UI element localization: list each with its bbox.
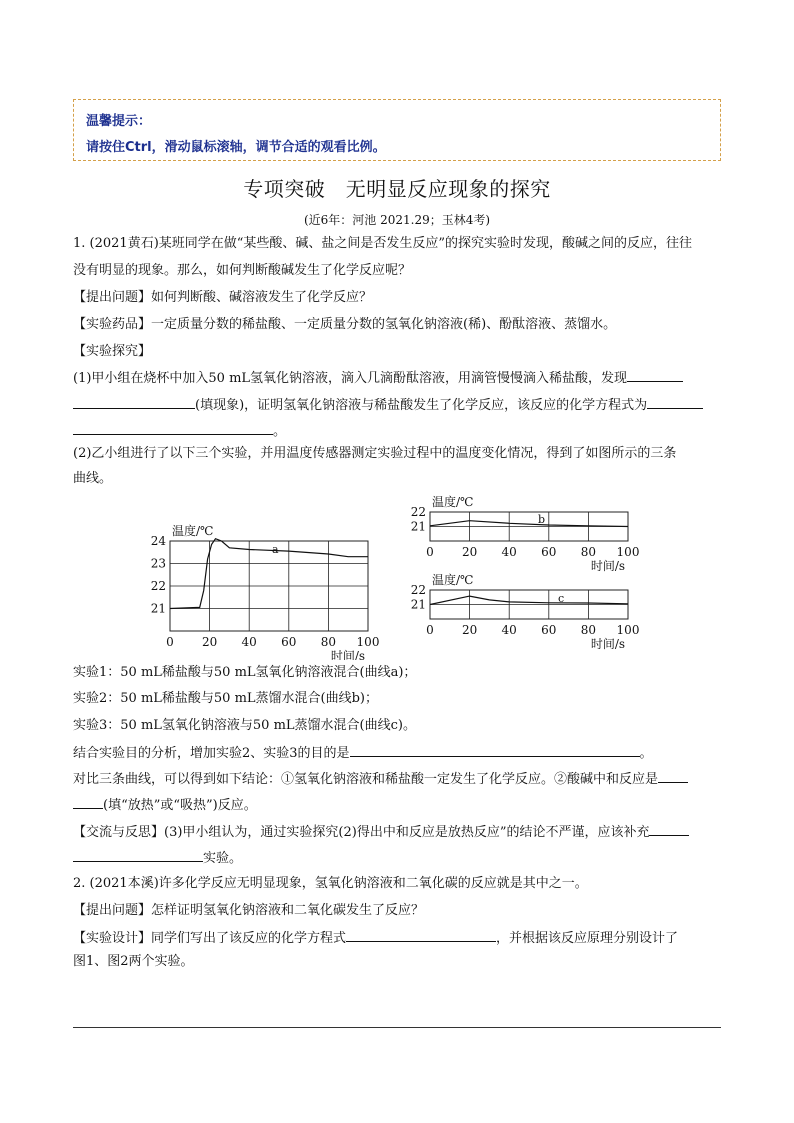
blank-equation-cont[interactable] xyxy=(73,421,273,435)
chart-0-xtick-5: 100 xyxy=(356,635,380,649)
chart-0-xtick-1: 20 xyxy=(201,635,218,649)
chart-0-ytick-3: 24 xyxy=(150,534,166,548)
q1-reflect2 xyxy=(73,848,725,868)
q2-design2: 图1、图2两个实验。 xyxy=(73,954,194,969)
chart-0-xtick-2: 40 xyxy=(241,635,257,649)
blank-co2-equation[interactable] xyxy=(346,928,496,942)
chart-2-ylabel: 温度/℃ xyxy=(432,573,474,587)
chart-2-xtick-5: 100 xyxy=(616,623,640,637)
chart-1-xtick-4: 80 xyxy=(580,545,597,559)
q1-line1: 1. (2021黄石)某班同学在做“某些酸、碱、盐之间是否发生反应”的探究实验时发现，酸碱之间的反应，往往 xyxy=(73,236,693,251)
blank-heat[interactable] xyxy=(658,769,688,783)
q1-p1-line3 xyxy=(73,421,725,441)
chart-0-series-label-a: a xyxy=(272,543,279,556)
blank-supplement[interactable] xyxy=(649,822,689,836)
q1-purpose xyxy=(73,743,725,763)
q2-question: 【提出问题】怎样证明氢氧化钠溶液和二氧化碳发生了反应？ xyxy=(73,903,425,918)
q1-reflect1-text: 【交流与反思】(3)甲小组认为，通过实验探究(2)得出中和反应是放热反应”的结论不严谨，应该补充 xyxy=(73,825,650,840)
page-subtitle: (近6年：河池 2021.29；玉林4考) xyxy=(303,213,491,227)
blank-supplement-cont[interactable] xyxy=(73,848,203,862)
chart-1-ytick-0: 21 xyxy=(410,519,426,534)
chart-1-xtick-0: 0 xyxy=(426,545,434,559)
q1-p2-line2: 曲线。 xyxy=(73,471,113,486)
chart-0-series-a xyxy=(170,539,368,609)
blank-phenomenon[interactable] xyxy=(627,368,683,382)
chart-2-xlabel: 时间/s xyxy=(590,637,626,651)
blank-phenomenon-cont[interactable] xyxy=(73,395,195,409)
footer-rule xyxy=(73,1027,721,1028)
blank-heat-cont[interactable] xyxy=(73,795,103,809)
q2-line1: 2. (2021本溪)许多化学反应无明显现象，氢氧化钠溶液和二氧化碳的反应就是其中之一。 xyxy=(73,876,588,891)
q1-p1-line2 xyxy=(73,395,725,415)
chart-2-xtick-3: 60 xyxy=(541,623,557,637)
q1-question: 【提出问题】如何判断酸、碱溶液发生了化学反应？ xyxy=(73,290,373,305)
q1-exp2: 实验2：50 mL稀盐酸与50 mL蒸馏水混合(曲线b)； xyxy=(73,691,379,706)
q1-p2-line1: (2)乙小组进行了以下三个实验，并用温度传感器测定实验过程中的温度变化情况，得到了如图所示的三条 xyxy=(73,446,677,461)
chart-1-series-b xyxy=(430,521,628,527)
q1-line2: 没有明显的现象。那么，如何判断酸碱发生了化学反应呢？ xyxy=(73,263,412,278)
q1-p1-line3-end: 。 xyxy=(273,424,287,439)
chart-0-xtick-3: 60 xyxy=(281,635,297,649)
tip-title: 温馨提示： xyxy=(86,114,152,129)
chart-1-xtick-2: 40 xyxy=(501,545,517,559)
temperature-charts xyxy=(0,490,794,660)
chart-2-xtick-4: 80 xyxy=(580,623,597,637)
chart-1-series-label-b: b xyxy=(538,513,546,526)
chart-2-ytick-1: 22 xyxy=(410,583,426,597)
chart-0-xlabel: 时间/s xyxy=(330,649,366,660)
chart-0-ytick-0: 21 xyxy=(150,601,166,616)
chart-0-ytick-1: 22 xyxy=(150,579,166,593)
q1-exp1: 实验1：50 mL稀盐酸与50 mL氢氧化钠溶液混合(曲线a)； xyxy=(73,665,417,680)
chart-2-ytick-0: 21 xyxy=(410,597,426,612)
q2-design1-text: 【实验设计】同学们写出了该反应的化学方程式 xyxy=(73,931,347,946)
q1-explore: 【实验探究】 xyxy=(73,344,152,359)
q1-exp3: 实验3：50 mL氢氧化钠溶液与50 mL蒸馏水混合(曲线c)。 xyxy=(73,718,416,733)
q1-conclusion2 xyxy=(73,795,725,815)
q1-p1-line1 xyxy=(73,368,725,388)
chart-2-xtick-0: 0 xyxy=(426,623,434,637)
chart-2-xtick-2: 40 xyxy=(501,623,517,637)
chart-0-xtick-4: 80 xyxy=(320,635,337,649)
q1-conclusion1-text: 对比三条曲线，可以得到如下结论：①氢氧化钠溶液和稀盐酸一定发生了化学反应。②酸碱中和反应是 xyxy=(73,772,659,787)
q2-design1 xyxy=(73,928,725,948)
q1-p1-line1-text: (1)甲小组在烧杯中加入50 mL氢氧化钠溶液，滴入几滴酚酞溶液，用滴管慢慢滴入稀盐酸，发现 xyxy=(73,371,628,386)
q2-design1-end: ，并根据该反应原理分别设计了 xyxy=(496,931,679,946)
chart-0-ylabel: 温度/℃ xyxy=(172,524,214,538)
chart-1-ytick-1: 22 xyxy=(410,505,426,519)
chart-2-series-label-c: c xyxy=(558,592,565,605)
page-title: 专项突破 无明显反应现象的探究 xyxy=(243,177,551,201)
q1-conclusion2-text: (填“放热”或“吸热”)反应。 xyxy=(103,798,257,813)
chart-2-xtick-1: 20 xyxy=(461,623,478,637)
chart-1-xlabel: 时间/s xyxy=(590,559,626,573)
blank-purpose[interactable] xyxy=(350,743,640,757)
chart-0-ytick-2: 23 xyxy=(150,556,166,571)
tip-text: 请按住Ctrl，滑动鼠标滚轴，调节合适的观看比例。 xyxy=(86,140,386,155)
chart-0-xtick-0: 0 xyxy=(166,635,174,649)
q1-purpose-text: 结合实验目的分析，增加实验2、实验3的目的是 xyxy=(73,746,350,761)
q1-drugs: 【实验药品】一定质量分数的稀盐酸、一定质量分数的氢氧化钠溶液(稀)、酚酞溶液、蒸馏水。 xyxy=(73,317,617,332)
q1-p1-line2-text: (填现象)，证明氢氧化钠溶液与稀盐酸发生了化学反应，该反应的化学方程式为 xyxy=(195,398,648,413)
chart-2-series-c xyxy=(430,596,628,604)
chart-1-xtick-1: 20 xyxy=(461,545,478,559)
q1-reflect1 xyxy=(73,822,725,842)
blank-equation[interactable] xyxy=(647,395,703,409)
q1-purpose-end: 。 xyxy=(639,746,653,761)
chart-1-xtick-5: 100 xyxy=(616,545,640,559)
chart-1-xtick-3: 60 xyxy=(541,545,557,559)
chart-1-ylabel: 温度/℃ xyxy=(432,495,474,509)
q1-conclusion1 xyxy=(73,769,725,789)
q1-reflect2-text: 实验。 xyxy=(203,851,243,866)
